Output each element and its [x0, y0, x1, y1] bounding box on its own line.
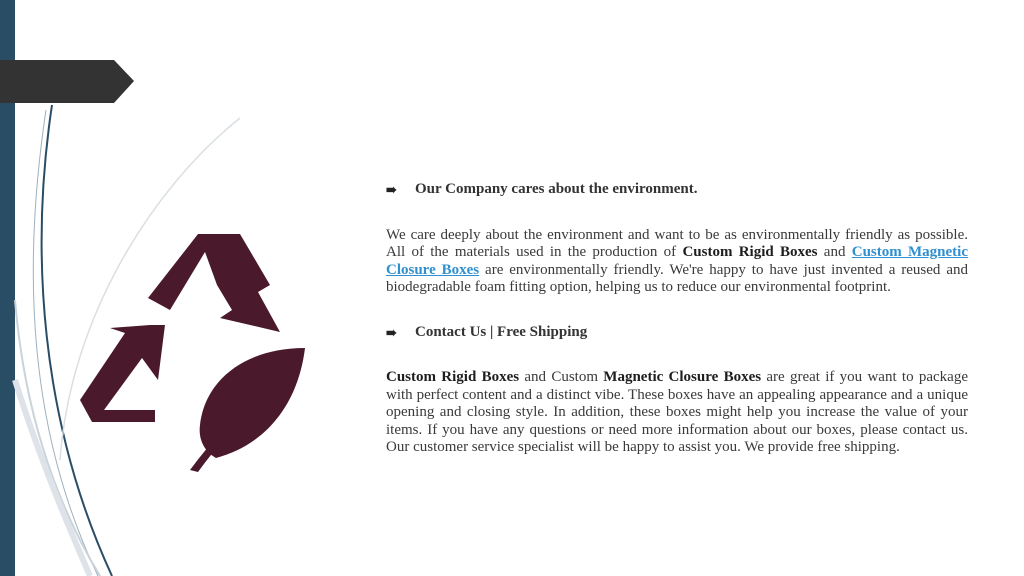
- text-span: and Custom: [519, 369, 604, 385]
- heading-text: Our Company cares about the environment.: [415, 181, 698, 197]
- arrow-tab-shape: [0, 60, 136, 104]
- bold-text: Custom Rigid Boxes: [386, 369, 520, 385]
- bold-text: Magnetic Closure Boxes: [603, 369, 762, 385]
- heading-text: Contact Us | Free Shipping: [415, 323, 588, 340]
- text-span: are great if you want to package with perfect content and a distinct vibe. These boxes have an appealing appearance and a unique opening and closing style. In addition, these boxes might help you increase the value of your items. If you have any questions or need more information about our boxes, please contact us. Our customer service specialist will be happy to assist you. We provide free shipping.: [386, 369, 968, 455]
- paragraph: [386, 227, 968, 297]
- text-span: and: [817, 244, 852, 260]
- recycle-leaf-icon: [70, 230, 315, 475]
- section-heading: [386, 324, 968, 342]
- paragraph: [386, 369, 968, 457]
- section-heading: [386, 181, 968, 199]
- text-span: are environmentally friendly. We're happy to have just invented a reused and biodegradable foam fitting option, helping us to reduce our environmental footprint.: [386, 261, 968, 295]
- bold-text: Custom Rigid Boxes: [682, 244, 818, 260]
- main-content: [386, 181, 968, 457]
- magnetic-closure-boxes-link[interactable]: Custom Magnetic Closure Boxes: [386, 244, 968, 278]
- arrow-bullet-icon: ➠: [386, 324, 397, 340]
- arrow-bullet-icon: ➠: [386, 182, 397, 197]
- text-span: We care deeply about the environment and want to be as environmentally friendly as possible. All of the materials used in the production of: [386, 226, 968, 260]
